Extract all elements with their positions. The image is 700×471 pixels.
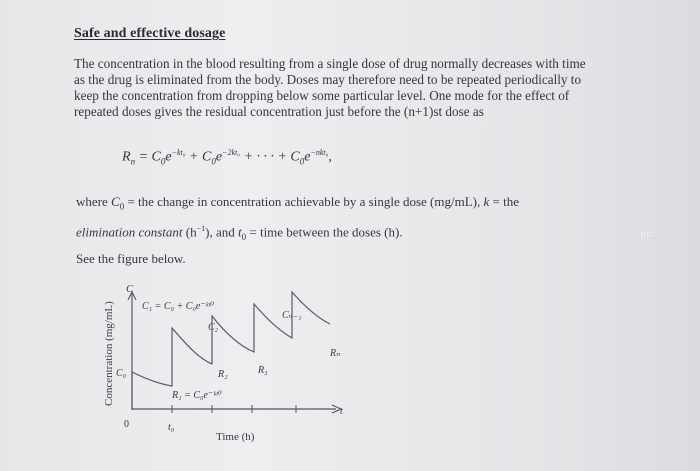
formula-term-2-exp-base: e xyxy=(215,149,223,165)
formula-term-1-exp-base: e xyxy=(165,149,172,165)
x-axis-label: Time (h) xyxy=(216,431,255,443)
where-text: ), and xyxy=(205,223,238,239)
var-c0-sub: 0 xyxy=(119,201,125,212)
var-c0: C xyxy=(111,194,120,209)
c1-label: C₁ = C₀ + C₀e⁻ᵏᵗ⁰ xyxy=(142,301,215,312)
formula-term-n-exponent: −nkt₀ xyxy=(310,148,329,157)
paragraph-line: as the drug is eliminated from the body. Doses may therefore need to be repeated periodically to xyxy=(74,72,582,87)
formula-lhs-sub: n xyxy=(130,156,136,167)
t0-tick-label: t₀ xyxy=(168,422,175,433)
formula-plus: + xyxy=(185,149,202,165)
var-k: k xyxy=(483,194,490,209)
residual-concentration-formula xyxy=(122,148,332,166)
variable-definitions xyxy=(76,191,519,248)
where-text: = time between the doses (h). xyxy=(246,223,403,239)
y-axis-letter: C xyxy=(126,283,134,295)
elimination-constant-term: elimination constant xyxy=(76,223,183,239)
formula-term-2-sub: 0 xyxy=(211,156,216,167)
formula-term-n-exp-base: e xyxy=(304,149,311,165)
where-text: (h xyxy=(182,223,197,239)
see-figure-note: See the figure below. xyxy=(76,251,186,266)
rn-label: Rₙ xyxy=(330,348,341,359)
concentration-curve xyxy=(132,292,330,409)
paragraph-line: keep the concentration from dropping below some particular level. One mode for the effect of xyxy=(74,88,570,103)
formula-term-2-exponent: −2kt₀ xyxy=(222,148,240,157)
c2-label: C₂ xyxy=(208,322,219,333)
formula-term-1: C xyxy=(151,149,161,165)
formula-comma: , xyxy=(328,149,332,165)
cn-minus-1-label: Cₙ₋₁ xyxy=(282,310,302,321)
where-text: where xyxy=(76,194,112,209)
unit-exponent: −1 xyxy=(196,223,206,233)
formula-term-1-exponent: −kt₀ xyxy=(171,148,186,157)
formula-ellipsis: + · · · + xyxy=(240,149,291,165)
where-text: = the xyxy=(489,194,519,209)
formula-lhs: R xyxy=(122,149,131,165)
where-text: = the change in concentration achievable by a single dose (mg/mL), xyxy=(124,194,484,209)
x-axis-arrow xyxy=(332,405,341,413)
formula-equals: = xyxy=(135,149,152,165)
formula-term-n-sub: 0 xyxy=(299,156,305,167)
r3-label: R₃ xyxy=(258,365,268,376)
x-axis-letter: t xyxy=(340,406,343,417)
intro-paragraph xyxy=(74,56,664,120)
formula-term-1-sub: 0 xyxy=(160,156,166,167)
formula-term-n: C xyxy=(290,149,300,165)
paragraph-line: repeated doses gives the residual concentration just before the (n+1)st dose as xyxy=(74,104,484,119)
var-t0-sub: 0 xyxy=(241,231,247,242)
c0-label: C₀ xyxy=(116,368,127,379)
watermark: 9F xyxy=(640,230,653,242)
formula-term-2: C xyxy=(201,149,212,165)
y-axis-label: Concentration (mg/mL) xyxy=(103,301,115,406)
r2-label: R₂ xyxy=(218,369,228,380)
origin-label: 0 xyxy=(124,419,129,430)
r1-label: R₁ = C₀e⁻ᵏᵗ⁰ xyxy=(172,390,222,401)
y-axis-arrow xyxy=(128,292,136,300)
section-heading: Safe and effective dosage xyxy=(74,26,226,41)
paragraph-line: The concentration in the blood resulting from a single dose of drug normally decreases with time xyxy=(74,56,586,71)
var-t0: t xyxy=(238,223,242,239)
